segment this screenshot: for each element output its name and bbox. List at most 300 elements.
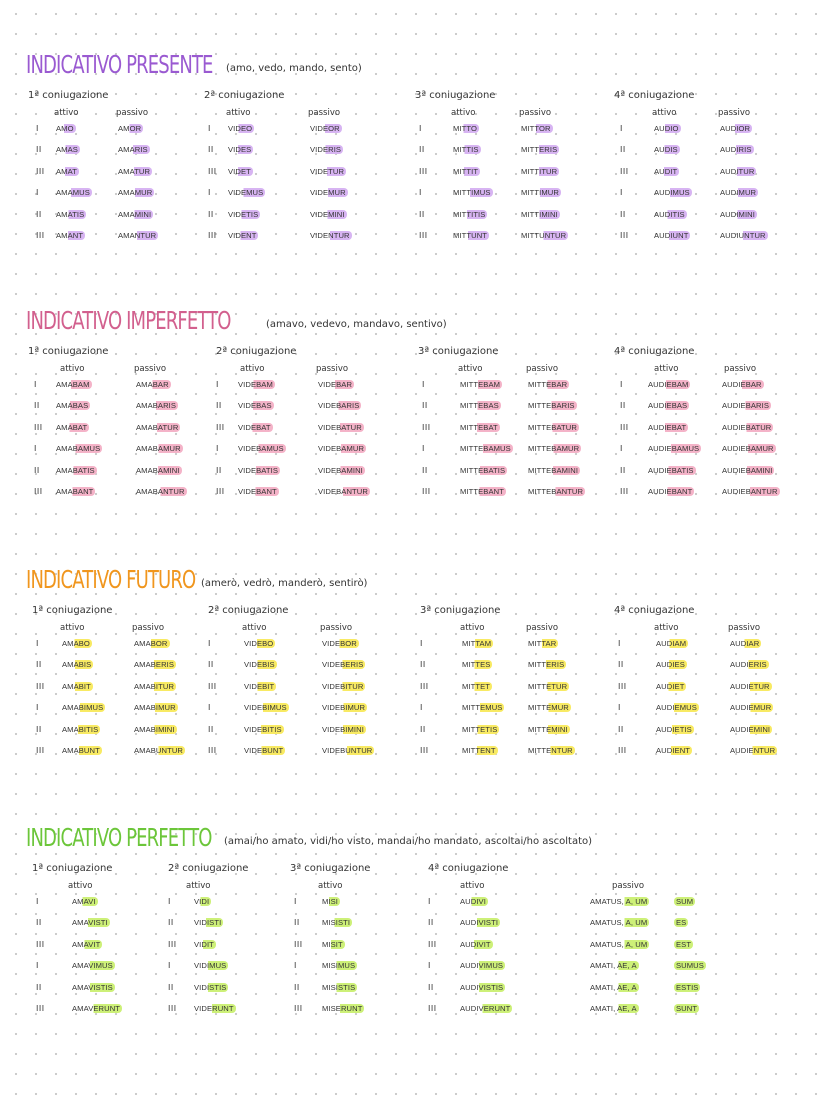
person-number: II (36, 982, 42, 992)
passive-form-text: MITTETUR (528, 681, 568, 691)
active-form-text: VIDET (228, 166, 251, 176)
passive-form-text: AUDIEBAMUR (722, 444, 774, 454)
active-form (320, 918, 352, 927)
person-number: I (620, 380, 623, 389)
active-form (60, 725, 100, 734)
person-number: III (618, 681, 627, 691)
passive-form-text: AMABIMINI (134, 724, 175, 734)
person-number: II (168, 918, 174, 928)
passive-form-text: AMATI, AE, A (590, 982, 637, 992)
active-form-text: AUDIUNT (654, 231, 689, 240)
active-form-text: VIDIT (194, 939, 214, 949)
passive-form-text: MITTENTUR (528, 746, 573, 755)
passive-form (526, 660, 566, 669)
conjugation-group (28, 346, 228, 526)
person-number: I (618, 639, 621, 648)
active-form (226, 124, 254, 133)
person-number: I (620, 188, 623, 198)
passive-header: passivo (724, 364, 757, 374)
active-form (458, 1004, 512, 1013)
passive-form (728, 660, 769, 669)
active-form-text: AUDITIS (654, 209, 685, 219)
passive-form (718, 231, 768, 240)
active-form (458, 897, 488, 906)
person-number: II (36, 660, 42, 670)
person-number: I (36, 961, 39, 971)
active-form-text: VIDEBATIS (238, 465, 279, 475)
person-number: I (294, 961, 297, 971)
active-header: attivo (654, 623, 679, 633)
person-number: I (216, 444, 219, 454)
person-number: I (208, 124, 211, 133)
active-form-text: AMABO (62, 639, 90, 648)
passive-form (308, 231, 352, 240)
group-label: 2ª coniugazione (216, 346, 297, 357)
passive-form-text: AMABUNTUR (134, 746, 183, 755)
person-number: I (422, 444, 425, 454)
active-form (192, 897, 211, 906)
person-number: III (620, 422, 629, 432)
person-number: I (208, 703, 211, 713)
active-form-text: VIDI (194, 897, 210, 906)
passive-header: passivo (320, 623, 353, 633)
active-form (60, 639, 92, 648)
person-number: I (34, 380, 37, 389)
passive-form (720, 444, 776, 453)
person-number: II (208, 145, 214, 155)
active-form-text: MISERUNT (322, 1004, 363, 1013)
passive-form (526, 639, 558, 648)
passive-form-text: MITTUNTUR (521, 231, 567, 240)
passive-form-text: VIDEBERIS (322, 660, 364, 670)
active-form (192, 940, 216, 949)
group-label: 2ª coniugazione (168, 863, 249, 874)
section-header (26, 306, 447, 335)
person-number: III (36, 166, 45, 176)
active-form (460, 725, 499, 734)
passive-form (308, 124, 342, 133)
conjugation-group (32, 605, 232, 785)
active-form-text: AMABIS (62, 660, 92, 670)
active-form-text: VIDEBAT (238, 422, 271, 432)
person-number: II (420, 724, 426, 734)
passive-form-text: AMABIMUR (134, 703, 176, 713)
active-form-text: AUDIETIS (656, 724, 692, 734)
active-form (54, 487, 95, 496)
passive-form (720, 380, 764, 389)
active-form (242, 703, 289, 712)
passive-form (316, 466, 365, 475)
active-form-text: AUDIENT (656, 746, 691, 755)
active-form-text: AMABUNT (62, 746, 100, 755)
group-label: 4ª coniugazione (614, 90, 695, 101)
active-form (652, 124, 681, 133)
passive-form (320, 725, 366, 734)
active-form-text: VIDEBAMUS (238, 444, 284, 454)
active-form (654, 639, 688, 648)
passive-form-text: AUDIRIS (720, 145, 752, 155)
passive-header: passivo (116, 108, 149, 118)
passive-form-text: MITTEBATUR (528, 422, 577, 432)
active-form-text: AUDIEBATIS (648, 465, 694, 475)
group-label: 4ª coniugazione (614, 605, 695, 616)
auxiliary-form (674, 983, 700, 992)
active-form-text: AUDIET (656, 681, 685, 691)
group-label: 1ª coniugazione (28, 90, 109, 101)
active-form-text: VIDIMUS (194, 961, 227, 971)
active-form-text: AMABANT (56, 487, 94, 496)
active-form-text: MITTITIS (453, 209, 486, 219)
person-number: III (420, 681, 429, 691)
passive-form (718, 145, 754, 154)
person-number: II (208, 660, 214, 670)
person-number: II (422, 401, 428, 411)
passive-form-text: VIDEBARIS (318, 401, 360, 411)
passive-form-text: AUDIEBANTUR (722, 487, 778, 496)
active-form-text: MITTEBANT (460, 487, 504, 496)
person-number: I (36, 897, 39, 906)
passive-form (519, 124, 553, 133)
section-header (26, 50, 362, 79)
active-form (458, 961, 505, 970)
active-header: attivo (240, 364, 265, 374)
passive-header: passivo (612, 881, 645, 891)
passive-form-text: VIDEBATUR (318, 422, 362, 432)
active-form (646, 444, 701, 453)
person-number: I (36, 124, 39, 133)
person-number: III (34, 422, 43, 432)
active-form (236, 444, 286, 453)
active-form (60, 682, 93, 691)
passive-form-text: VIDEBANTUR (318, 487, 368, 496)
active-form (460, 660, 492, 669)
active-form (242, 639, 275, 648)
passive-form-text: AMAMINI (118, 209, 152, 219)
person-number: I (420, 703, 423, 713)
active-form (226, 145, 253, 154)
person-number: I (620, 124, 623, 133)
person-number: III (420, 746, 429, 755)
active-form-text: VIDEBIMUS (244, 703, 287, 713)
active-header: attivo (226, 108, 251, 118)
active-form-text: AUDIEBANT (648, 487, 693, 496)
active-form-text: MISISTIS (322, 982, 356, 992)
passive-form-text: AMABARIS (136, 401, 177, 411)
active-form (60, 703, 105, 712)
passive-form-text: MITTEBARIS (528, 401, 575, 411)
person-number: III (620, 166, 629, 176)
passive-form (316, 401, 361, 410)
active-form-text: VIDEBITIS (244, 724, 282, 734)
active-form-text: MITTEBAMUS (460, 444, 511, 454)
person-number: III (208, 166, 217, 176)
active-form (646, 487, 694, 496)
passive-form-text: VIDEBIMUR (322, 703, 366, 713)
passive-form-text: VIDEBIMINI (322, 724, 364, 734)
active-form (70, 940, 102, 949)
auxiliary-form-text: SUNT (676, 1004, 698, 1013)
conjugation-group (28, 90, 228, 270)
person-number: III (216, 422, 225, 432)
person-number: III (294, 939, 303, 949)
passive-form (728, 682, 772, 691)
active-form (654, 682, 686, 691)
passive-form (316, 444, 366, 453)
active-form (242, 725, 284, 734)
passive-form-text: MITTOR (521, 124, 551, 133)
person-number: II (618, 660, 624, 670)
active-form-text: AUDIAM (656, 639, 687, 648)
passive-form (134, 423, 180, 432)
person-number: I (618, 703, 621, 713)
passive-form-text: AMABERIS (134, 660, 175, 670)
person-number: I (208, 639, 211, 648)
passive-form (132, 660, 176, 669)
passive-form (718, 124, 752, 133)
passive-form (718, 188, 758, 197)
passive-form (116, 210, 153, 219)
person-number: III (34, 487, 43, 496)
passive-form (134, 444, 183, 453)
passive-form-text: AUDIEMUR (730, 703, 772, 713)
passive-form-text: MITTEBANTUR (528, 487, 584, 496)
passive-form (320, 639, 359, 648)
passive-form (519, 145, 559, 154)
section-subtitle: (amerò, vedrò, manderò, sentirò) (201, 578, 368, 589)
active-form (70, 918, 110, 927)
person-number: III (36, 939, 45, 949)
passive-form (526, 423, 579, 432)
conjugation-group (614, 346, 814, 526)
active-form-text: AMO (56, 124, 74, 133)
active-form-text: AUDIEBAS (648, 401, 688, 411)
section-title: INDICATIVO PERFETTO (26, 823, 212, 852)
active-form-text: VIDES (228, 145, 252, 155)
active-form-text: AMAT (56, 166, 77, 176)
passive-form-text: VIDENTUR (310, 231, 350, 240)
passive-form (720, 487, 780, 496)
active-form-text: MITTETIS (462, 724, 498, 734)
person-number: III (419, 231, 428, 240)
active-form (646, 401, 689, 410)
passive-form-text: AUDIEBAR (722, 380, 762, 389)
active-form (460, 682, 492, 691)
person-number: II (422, 465, 428, 475)
passive-form-text: MITTEBAMUR (528, 444, 580, 454)
active-form-text: AMABIMUS (62, 703, 104, 713)
active-form (460, 703, 504, 712)
active-form-text: AMABITIS (62, 724, 99, 734)
active-form (458, 423, 500, 432)
person-number: III (428, 1004, 437, 1013)
person-number: III (618, 746, 627, 755)
passive-form (116, 231, 158, 240)
active-form-text: AUDIEBAM (648, 380, 689, 389)
active-form-text: VIDEO (228, 124, 253, 133)
section-title: INDICATIVO PRESENTE (26, 50, 213, 79)
active-form (226, 210, 260, 219)
passive-form-text: AUDITUR (720, 166, 755, 176)
passive-form-text: AMATUS, A, UM (590, 918, 648, 928)
active-form-text: AMABATIS (56, 465, 95, 475)
passive-form (320, 682, 365, 691)
active-form (54, 423, 89, 432)
passive-form (134, 466, 182, 475)
active-form (451, 124, 479, 133)
active-form-text: VIDEBANT (238, 487, 277, 496)
passive-form-text: MITTERIS (521, 145, 558, 155)
group-label: 2ª coniugazione (204, 90, 285, 101)
person-number: II (419, 145, 425, 155)
conjugation-group (428, 863, 704, 1043)
person-number: I (168, 961, 171, 971)
passive-form-text: AUDIEBATUR (722, 422, 772, 432)
active-form-text: VIDISTIS (194, 982, 227, 992)
passive-form-text: AMABAR (136, 380, 169, 389)
active-form (192, 1004, 236, 1013)
active-form (236, 423, 273, 432)
person-number: I (216, 380, 219, 389)
active-form (646, 466, 696, 475)
passive-form (718, 210, 757, 219)
active-form-text: MISISTI (322, 918, 351, 928)
active-form (226, 231, 258, 240)
passive-form-text: AUDIAR (730, 639, 760, 648)
person-number: III (422, 487, 431, 496)
active-header: attivo (451, 108, 476, 118)
passive-form-text: AUDIUNTUR (720, 231, 766, 240)
passive-form (720, 423, 773, 432)
active-form-text: AUDIS (654, 145, 678, 155)
active-form (460, 746, 498, 755)
passive-form (526, 487, 585, 496)
active-form-text: AUDIVISTIS (460, 982, 504, 992)
passive-form (132, 682, 176, 691)
passive-form (316, 380, 354, 389)
active-form-text: VIDEBUNT (244, 746, 284, 755)
passive-form (316, 423, 364, 432)
group-label: 3ª coniugazione (415, 90, 496, 101)
passive-form (308, 145, 343, 154)
active-form (320, 983, 357, 992)
passive-form (728, 703, 773, 712)
active-form-text: VIDEBIS (244, 660, 275, 670)
active-form (54, 188, 92, 197)
passive-form (316, 487, 370, 496)
person-number: II (34, 465, 40, 475)
passive-form-text: AMATI, AE, A (590, 961, 637, 971)
person-number: III (36, 1004, 45, 1013)
active-form (654, 746, 692, 755)
conjugation-group (420, 605, 620, 785)
active-form (70, 983, 115, 992)
passive-form (320, 746, 374, 755)
passive-form (526, 466, 580, 475)
passive-form (134, 401, 178, 410)
person-number: II (216, 465, 222, 475)
active-form-text: AUDIVERUNT (460, 1004, 511, 1013)
passive-form-text: AUDIMINI (720, 209, 755, 219)
person-number: III (620, 487, 629, 496)
active-form-text: VIDENT (228, 231, 257, 240)
active-form (458, 940, 493, 949)
person-number: I (419, 188, 422, 198)
active-form-text: AUDIMUS (654, 188, 690, 198)
active-form (54, 380, 92, 389)
passive-header: passivo (526, 364, 559, 374)
person-number: II (618, 724, 624, 734)
person-number: II (36, 209, 42, 219)
passive-form-text: AMOR (118, 124, 142, 133)
auxiliary-form (674, 918, 688, 927)
passive-form (526, 703, 571, 712)
active-form-text: AMAVERUNT (72, 1004, 121, 1013)
passive-form (526, 380, 569, 389)
passive-header: passivo (519, 108, 552, 118)
active-form-text: AMABAS (56, 401, 89, 411)
active-form (458, 444, 513, 453)
passive-form-text: AUDIETUR (730, 681, 770, 691)
active-form-text: AMATIS (56, 209, 85, 219)
auxiliary-form-text: SUM (676, 897, 694, 906)
section-title: INDICATIVO IMPERFETTO (26, 306, 231, 335)
active-form (646, 423, 688, 432)
passive-form-text: MITTEBAR (528, 380, 568, 389)
auxiliary-form (674, 1004, 699, 1013)
active-header: attivo (54, 108, 79, 118)
active-form (236, 487, 279, 496)
active-form-text: MITTEMUS (462, 703, 503, 713)
active-header: attivo (460, 881, 485, 891)
active-form-text: MITTEBAS (460, 401, 499, 411)
passive-form (588, 1004, 639, 1013)
section-header (26, 823, 593, 852)
person-number: III (208, 681, 217, 691)
passive-header: passivo (526, 623, 559, 633)
active-form-text: MISI (322, 897, 339, 906)
person-number: II (34, 401, 40, 411)
person-number: II (36, 724, 42, 734)
section-subtitle: (amavo, vedevo, mandavo, sentivo) (266, 319, 447, 330)
section-subtitle: (amo, vedo, mando, sento) (226, 63, 362, 74)
active-form (54, 401, 90, 410)
active-form-text: AUDIEMUS (656, 703, 697, 713)
active-form-text: VIDISTI (194, 918, 222, 928)
conjugation-group (418, 346, 618, 526)
person-number: II (620, 209, 626, 219)
active-form-text: AMAVISTI (72, 918, 108, 928)
passive-header: passivo (134, 364, 167, 374)
auxiliary-form (674, 897, 695, 906)
active-form (54, 444, 102, 453)
passive-form-text: AMABANTUR (136, 487, 185, 496)
auxiliary-form-text: EST (676, 939, 692, 949)
active-form (60, 660, 93, 669)
person-number: I (428, 897, 431, 906)
passive-form (116, 167, 152, 176)
active-form (654, 703, 699, 712)
person-number: I (36, 639, 39, 648)
active-form (458, 401, 501, 410)
auxiliary-form (674, 940, 693, 949)
active-form (236, 466, 280, 475)
passive-form (526, 746, 575, 755)
active-header: attivo (458, 364, 483, 374)
person-number: I (620, 444, 623, 454)
active-form-text: MITTUNT (453, 231, 488, 240)
passive-header: passivo (308, 108, 341, 118)
active-form-text: VIDEBIT (244, 681, 275, 691)
